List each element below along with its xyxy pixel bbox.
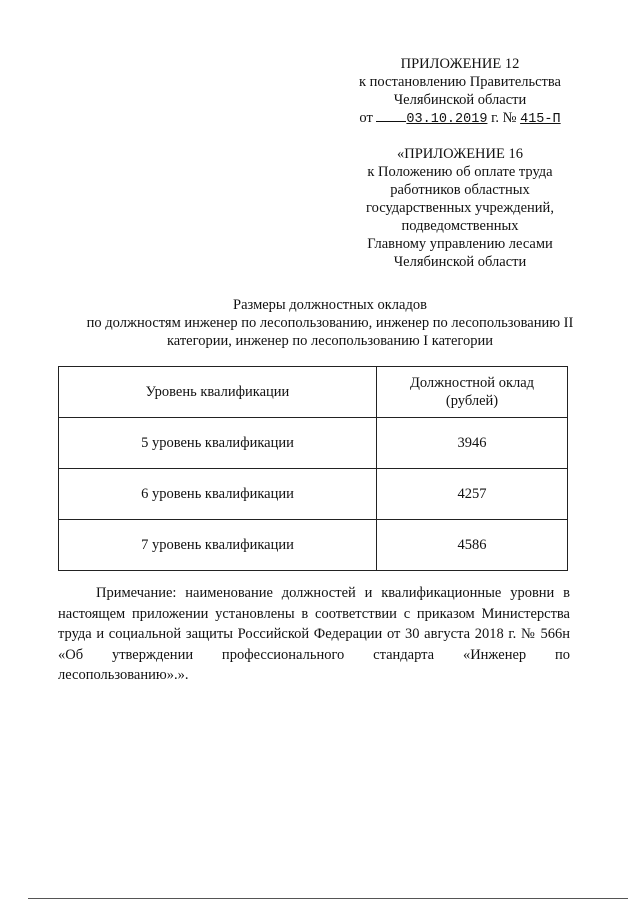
appendix-header	[340, 55, 580, 129]
page-bottom-divider	[28, 898, 628, 899]
table-row	[59, 469, 568, 520]
salary-cell: 4586	[377, 520, 568, 571]
appendix-number: ПРИЛОЖЕНИЕ 12	[400, 56, 520, 72]
qualification-level-cell: 5 уровень квалификации	[59, 418, 377, 469]
decree-date: 03.10.2019	[406, 112, 488, 127]
table-header-row	[59, 367, 568, 418]
decree-number: 415-П	[520, 112, 561, 127]
appendix-line-4: государственных учреждений,	[366, 200, 554, 216]
salary-cell: 4257	[377, 469, 568, 520]
qualification-level-cell: 7 уровень квалификации	[59, 520, 377, 571]
regulation-appendix	[350, 145, 570, 271]
table-row	[59, 418, 568, 469]
year-suffix: г. №	[487, 110, 517, 126]
header-salary-unit: (рублей)	[445, 393, 499, 409]
appendix-line-2: к Положению об оплате труда	[367, 164, 553, 180]
appendix-line-7: Челябинской области	[393, 254, 527, 270]
appendix-line-6: Главному управлению лесами	[367, 236, 553, 252]
table-row	[59, 520, 568, 571]
header-qualification-level: Уровень квалификации	[59, 367, 377, 418]
header-salary	[377, 367, 568, 418]
decree-date-line	[340, 109, 580, 129]
date-underline	[376, 120, 406, 122]
title-line-3: категории, инженер по лесопользованию I категории	[166, 333, 494, 349]
appendix-line-1: «ПРИЛОЖЕНИЕ 16	[397, 146, 523, 162]
appendix-line-5: подведомственных	[401, 218, 519, 234]
title-line-1: Размеры должностных окладов	[233, 297, 427, 313]
salary-table	[58, 366, 568, 571]
region-name: Челябинской области	[393, 92, 527, 108]
appendix-line-3: работников областных	[390, 182, 530, 198]
title-line-2: по должностям инженер по лесопользованию, инженер по лесопользованию II	[86, 315, 574, 331]
date-prefix: от	[359, 110, 373, 126]
footnote: Примечание: наименование должностей и квалификационные уровни в настоящем приложении установлены в соответствии с приказом Министерства труда и социальной защиты Российской Федерации от 30 августа 2018 г. № 566н «Об утверждении профессионального стандарта «Инженер по лесопользованию».».	[58, 585, 570, 683]
salary-cell: 3946	[377, 418, 568, 469]
header-salary-label: Должностной оклад	[409, 375, 535, 391]
qualification-level-cell: 6 уровень квалификации	[59, 469, 377, 520]
decree-reference: к постановлению Правительства	[359, 74, 561, 90]
document-title	[40, 296, 620, 350]
